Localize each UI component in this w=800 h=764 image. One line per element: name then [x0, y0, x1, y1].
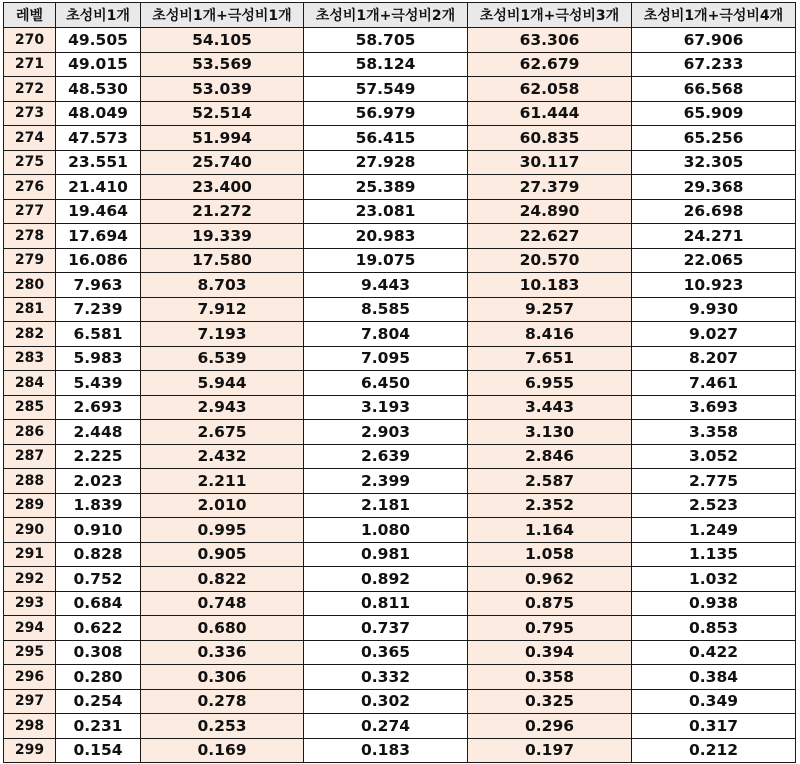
value-cell: 2.523	[632, 493, 796, 518]
table-row	[4, 28, 796, 53]
level-cell: 286	[4, 420, 56, 445]
value-cell: 2.352	[468, 493, 632, 518]
value-cell: 10.923	[632, 273, 796, 298]
level-cell: 297	[4, 689, 56, 714]
value-cell: 0.274	[304, 714, 468, 739]
value-cell: 5.944	[141, 371, 304, 396]
table-row	[4, 469, 796, 494]
value-cell: 22.627	[468, 224, 632, 249]
value-cell: 6.450	[304, 371, 468, 396]
value-cell: 25.740	[141, 150, 304, 175]
value-cell: 2.693	[56, 395, 141, 420]
table-row	[4, 175, 796, 200]
value-cell: 0.394	[468, 640, 632, 665]
value-cell: 3.052	[632, 444, 796, 469]
value-cell: 0.905	[141, 542, 304, 567]
value-cell: 0.302	[304, 689, 468, 714]
table-row	[4, 297, 796, 322]
value-cell: 57.549	[304, 77, 468, 102]
table-row	[4, 444, 796, 469]
value-cell: 1.164	[468, 518, 632, 543]
value-cell: 2.181	[304, 493, 468, 518]
value-cell: 0.212	[632, 738, 796, 763]
table-row	[4, 199, 796, 224]
level-cell: 299	[4, 738, 56, 763]
header-cell-col5: 초성비1개+극성비4개	[632, 3, 796, 28]
value-cell: 6.581	[56, 322, 141, 347]
table-header	[4, 3, 796, 28]
table-row	[4, 665, 796, 690]
value-cell: 29.368	[632, 175, 796, 200]
level-cell: 298	[4, 714, 56, 739]
value-cell: 1.080	[304, 518, 468, 543]
table-row	[4, 567, 796, 592]
value-cell: 32.305	[632, 150, 796, 175]
value-cell: 0.853	[632, 616, 796, 641]
value-cell: 17.580	[141, 248, 304, 273]
value-cell: 47.573	[56, 126, 141, 151]
value-cell: 0.684	[56, 591, 141, 616]
value-cell: 16.086	[56, 248, 141, 273]
value-cell: 66.568	[632, 77, 796, 102]
value-cell: 1.032	[632, 567, 796, 592]
value-cell: 0.253	[141, 714, 304, 739]
value-cell: 2.775	[632, 469, 796, 494]
value-cell: 0.317	[632, 714, 796, 739]
value-cell: 20.570	[468, 248, 632, 273]
value-cell: 2.225	[56, 444, 141, 469]
value-cell: 8.207	[632, 346, 796, 371]
value-cell: 53.569	[141, 52, 304, 77]
level-cell: 278	[4, 224, 56, 249]
value-cell: 7.963	[56, 273, 141, 298]
value-cell: 2.399	[304, 469, 468, 494]
value-cell: 21.272	[141, 199, 304, 224]
value-cell: 0.231	[56, 714, 141, 739]
header-cell-col4: 초성비1개+극성비3개	[468, 3, 632, 28]
value-cell: 53.039	[141, 77, 304, 102]
value-cell: 0.358	[468, 665, 632, 690]
value-cell: 67.906	[632, 28, 796, 53]
value-cell: 3.358	[632, 420, 796, 445]
value-cell: 0.422	[632, 640, 796, 665]
level-cell: 287	[4, 444, 56, 469]
value-cell: 0.995	[141, 518, 304, 543]
value-cell: 0.308	[56, 640, 141, 665]
value-cell: 23.400	[141, 175, 304, 200]
table-row	[4, 738, 796, 763]
value-cell: 2.943	[141, 395, 304, 420]
table-row	[4, 101, 796, 126]
header-cell-col1: 초성비1개	[56, 3, 141, 28]
level-cell: 296	[4, 665, 56, 690]
level-cell: 288	[4, 469, 56, 494]
value-cell: 1.249	[632, 518, 796, 543]
data-table	[3, 2, 796, 763]
value-cell: 0.332	[304, 665, 468, 690]
table-row	[4, 273, 796, 298]
value-cell: 0.737	[304, 616, 468, 641]
value-cell: 0.280	[56, 665, 141, 690]
table-row	[4, 126, 796, 151]
table-row	[4, 420, 796, 445]
level-cell: 270	[4, 28, 56, 53]
value-cell: 0.795	[468, 616, 632, 641]
value-cell: 60.835	[468, 126, 632, 151]
level-cell: 293	[4, 591, 56, 616]
value-cell: 30.117	[468, 150, 632, 175]
table-row	[4, 224, 796, 249]
value-cell: 3.130	[468, 420, 632, 445]
value-cell: 8.703	[141, 273, 304, 298]
level-cell: 273	[4, 101, 56, 126]
value-cell: 0.622	[56, 616, 141, 641]
table-row	[4, 346, 796, 371]
table-row	[4, 248, 796, 273]
value-cell: 19.464	[56, 199, 141, 224]
value-cell: 1.135	[632, 542, 796, 567]
value-cell: 0.254	[56, 689, 141, 714]
value-cell: 54.105	[141, 28, 304, 53]
value-cell: 5.983	[56, 346, 141, 371]
value-cell: 8.585	[304, 297, 468, 322]
value-cell: 0.169	[141, 738, 304, 763]
value-cell: 67.233	[632, 52, 796, 77]
value-cell: 2.432	[141, 444, 304, 469]
value-cell: 7.651	[468, 346, 632, 371]
value-cell: 8.416	[468, 322, 632, 347]
header-cell-level: 레벨	[4, 3, 56, 28]
value-cell: 65.256	[632, 126, 796, 151]
value-cell: 0.875	[468, 591, 632, 616]
value-cell: 56.415	[304, 126, 468, 151]
value-cell: 6.539	[141, 346, 304, 371]
table-row	[4, 371, 796, 396]
table-body	[4, 28, 796, 763]
value-cell: 0.811	[304, 591, 468, 616]
value-cell: 9.443	[304, 273, 468, 298]
table-row	[4, 395, 796, 420]
value-cell: 0.336	[141, 640, 304, 665]
value-cell: 62.058	[468, 77, 632, 102]
value-cell: 49.015	[56, 52, 141, 77]
value-cell: 49.505	[56, 28, 141, 53]
value-cell: 0.752	[56, 567, 141, 592]
value-cell: 0.680	[141, 616, 304, 641]
value-cell: 2.587	[468, 469, 632, 494]
value-cell: 63.306	[468, 28, 632, 53]
value-cell: 3.693	[632, 395, 796, 420]
value-cell: 0.938	[632, 591, 796, 616]
value-cell: 27.379	[468, 175, 632, 200]
value-cell: 1.058	[468, 542, 632, 567]
level-cell: 276	[4, 175, 56, 200]
value-cell: 2.846	[468, 444, 632, 469]
value-cell: 65.909	[632, 101, 796, 126]
value-cell: 26.698	[632, 199, 796, 224]
level-cell: 291	[4, 542, 56, 567]
table-row	[4, 591, 796, 616]
value-cell: 7.461	[632, 371, 796, 396]
value-cell: 0.822	[141, 567, 304, 592]
value-cell: 0.154	[56, 738, 141, 763]
value-cell: 21.410	[56, 175, 141, 200]
header-row	[4, 3, 796, 28]
value-cell: 61.444	[468, 101, 632, 126]
value-cell: 0.962	[468, 567, 632, 592]
value-cell: 48.530	[56, 77, 141, 102]
table-row	[4, 714, 796, 739]
value-cell: 62.679	[468, 52, 632, 77]
value-cell: 20.983	[304, 224, 468, 249]
value-cell: 0.910	[56, 518, 141, 543]
level-cell: 274	[4, 126, 56, 151]
value-cell: 0.197	[468, 738, 632, 763]
value-cell: 2.010	[141, 493, 304, 518]
value-cell: 27.928	[304, 150, 468, 175]
value-cell: 3.193	[304, 395, 468, 420]
value-cell: 0.892	[304, 567, 468, 592]
value-cell: 7.804	[304, 322, 468, 347]
value-cell: 52.514	[141, 101, 304, 126]
value-cell: 19.339	[141, 224, 304, 249]
value-cell: 56.979	[304, 101, 468, 126]
level-cell: 275	[4, 150, 56, 175]
value-cell: 7.912	[141, 297, 304, 322]
value-cell: 0.828	[56, 542, 141, 567]
level-cell: 292	[4, 567, 56, 592]
value-cell: 10.183	[468, 273, 632, 298]
value-cell: 22.065	[632, 248, 796, 273]
value-cell: 2.448	[56, 420, 141, 445]
value-cell: 7.239	[56, 297, 141, 322]
value-cell: 24.890	[468, 199, 632, 224]
value-cell: 0.981	[304, 542, 468, 567]
level-cell: 285	[4, 395, 56, 420]
value-cell: 51.994	[141, 126, 304, 151]
value-cell: 58.124	[304, 52, 468, 77]
level-cell: 283	[4, 346, 56, 371]
level-cell: 282	[4, 322, 56, 347]
table-row	[4, 150, 796, 175]
value-cell: 2.903	[304, 420, 468, 445]
value-cell: 7.193	[141, 322, 304, 347]
level-cell: 280	[4, 273, 56, 298]
value-cell: 5.439	[56, 371, 141, 396]
value-cell: 25.389	[304, 175, 468, 200]
level-cell: 281	[4, 297, 56, 322]
header-cell-col3: 초성비1개+극성비2개	[304, 3, 468, 28]
table-row	[4, 493, 796, 518]
value-cell: 2.211	[141, 469, 304, 494]
level-cell: 272	[4, 77, 56, 102]
value-cell: 9.027	[632, 322, 796, 347]
value-cell: 7.095	[304, 346, 468, 371]
level-cell: 284	[4, 371, 56, 396]
value-cell: 2.675	[141, 420, 304, 445]
level-cell: 271	[4, 52, 56, 77]
header-cell-col2: 초성비1개+극성비1개	[141, 3, 304, 28]
level-cell: 294	[4, 616, 56, 641]
table-row	[4, 616, 796, 641]
value-cell: 0.278	[141, 689, 304, 714]
value-cell: 9.257	[468, 297, 632, 322]
value-cell: 48.049	[56, 101, 141, 126]
value-cell: 2.023	[56, 469, 141, 494]
value-cell: 24.271	[632, 224, 796, 249]
table-row	[4, 52, 796, 77]
value-cell: 19.075	[304, 248, 468, 273]
value-cell: 0.325	[468, 689, 632, 714]
level-cell: 290	[4, 518, 56, 543]
level-cell: 289	[4, 493, 56, 518]
table-row	[4, 689, 796, 714]
table-row	[4, 518, 796, 543]
value-cell: 0.748	[141, 591, 304, 616]
value-cell: 3.443	[468, 395, 632, 420]
value-cell: 23.551	[56, 150, 141, 175]
value-cell: 58.705	[304, 28, 468, 53]
table-row	[4, 542, 796, 567]
value-cell: 17.694	[56, 224, 141, 249]
value-cell: 1.839	[56, 493, 141, 518]
value-cell: 0.384	[632, 665, 796, 690]
level-cell: 277	[4, 199, 56, 224]
level-cell: 295	[4, 640, 56, 665]
value-cell: 2.639	[304, 444, 468, 469]
level-cell: 279	[4, 248, 56, 273]
table-row	[4, 77, 796, 102]
table-row	[4, 322, 796, 347]
value-cell: 0.296	[468, 714, 632, 739]
value-cell: 9.930	[632, 297, 796, 322]
table-row	[4, 640, 796, 665]
value-cell: 0.349	[632, 689, 796, 714]
value-cell: 0.306	[141, 665, 304, 690]
value-cell: 0.183	[304, 738, 468, 763]
value-cell: 23.081	[304, 199, 468, 224]
value-cell: 0.365	[304, 640, 468, 665]
value-cell: 6.955	[468, 371, 632, 396]
